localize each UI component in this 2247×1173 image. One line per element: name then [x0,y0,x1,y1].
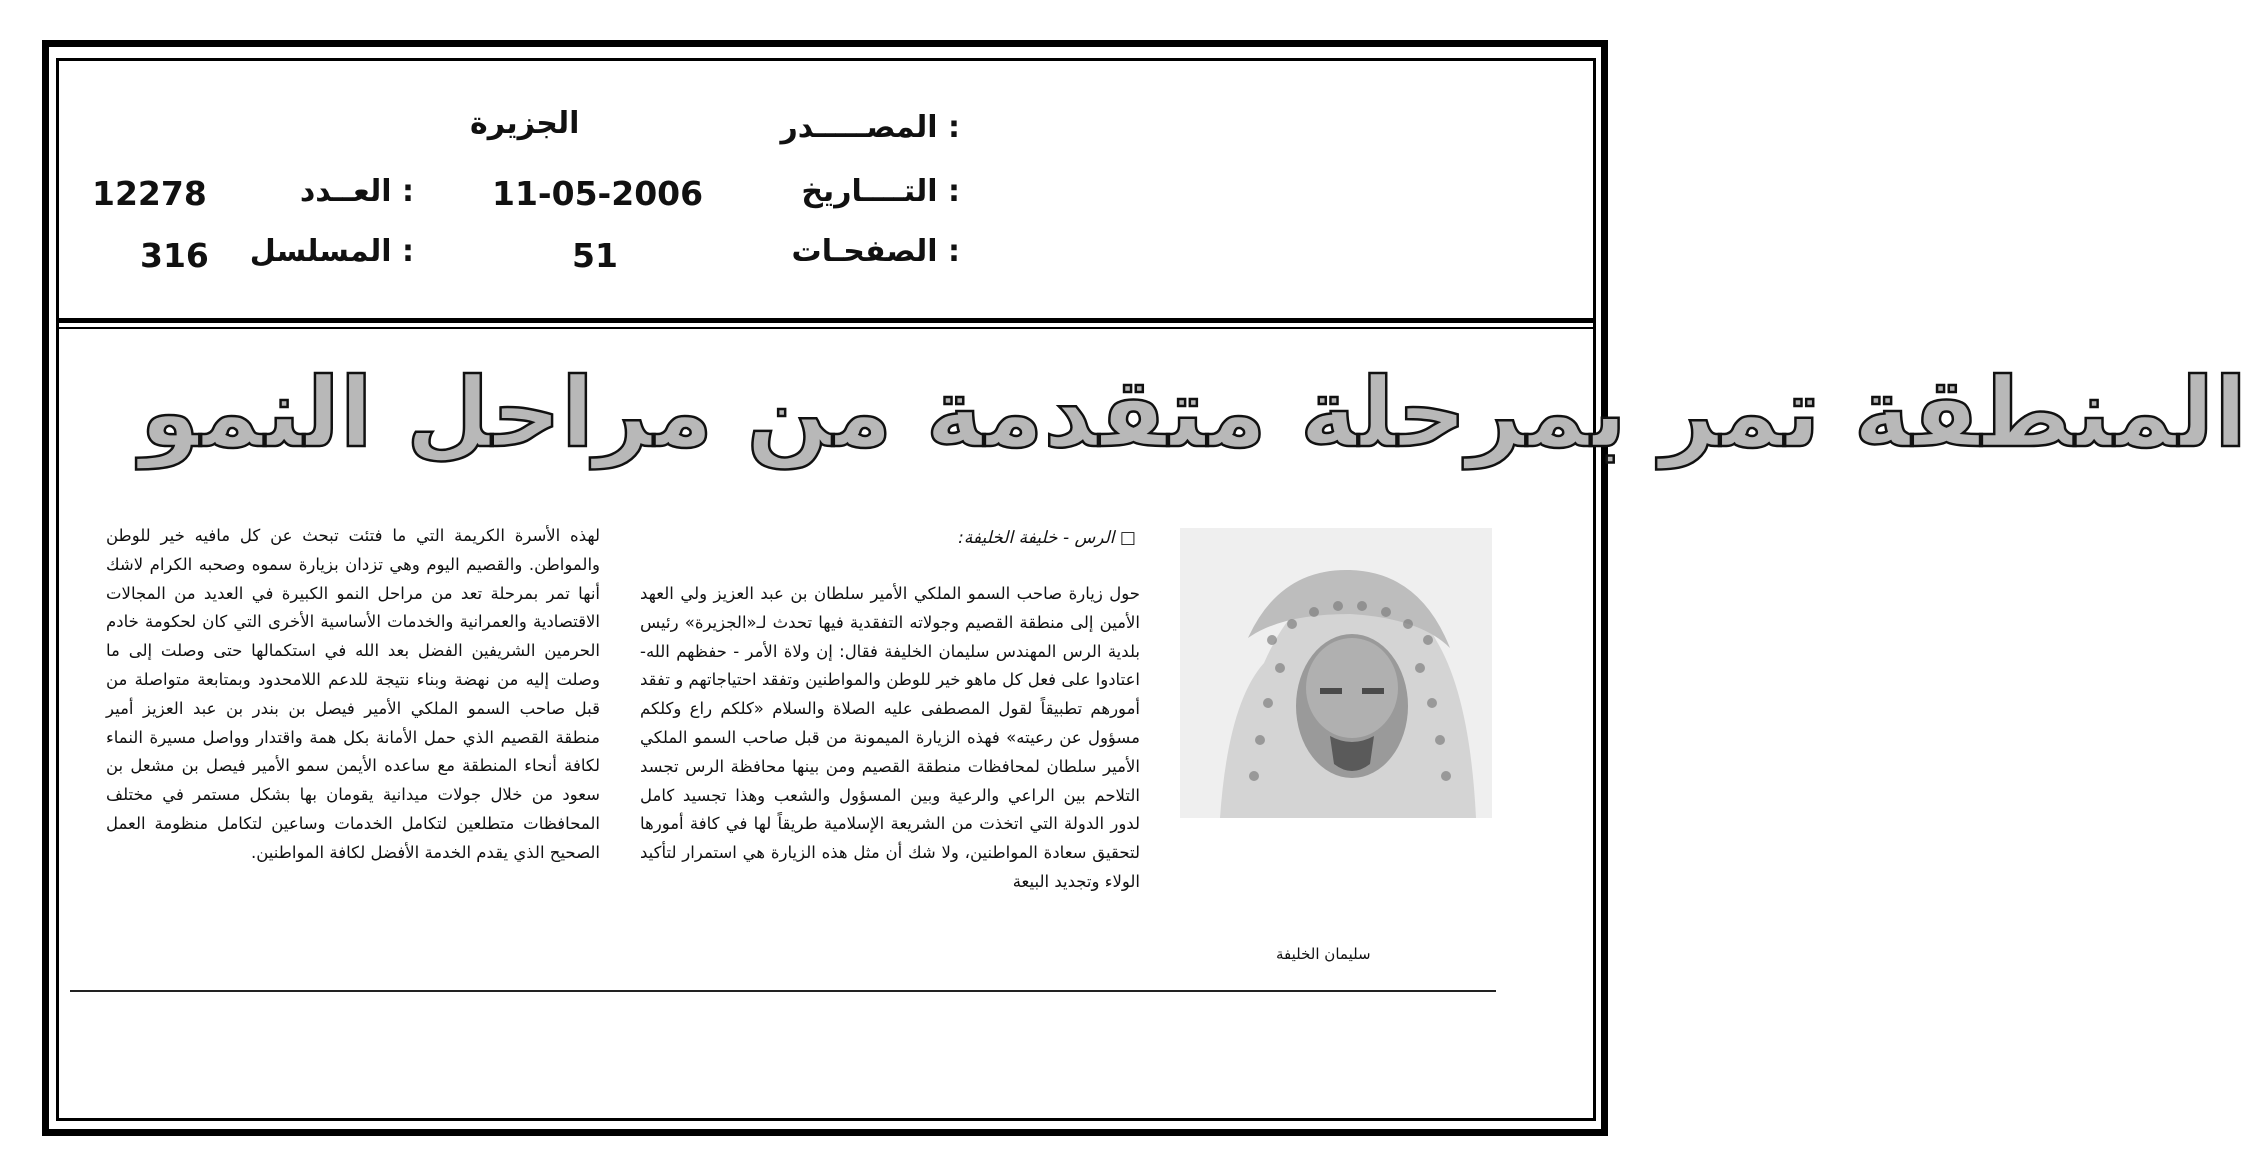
article-column-left: لهذه الأسرة الكريمة التي ما فتئت تبحث عن كل مافيه خير للوطن والمواطن. والقصيم اليوم وهي تزدان بزيارة سموه وصحبه الكرام لاشك أنها تمر بمرحلة تعد من مراحل النمو الكبيرة في العديد من المجالات الاقتصادية والعمرانية والخدمات الأساسية الأخرى التي كان لحكومة خادم الحرمين الشريفين الفضل بعد الله في استكمالها حتى وصلت إلى ما وصلت إليه من نهضة وبناء نتيجة للدعم اللامحدود وبمتابعة متواصلة من قبل صاحب السمو الملكي الأمير فيصل بن بندر بن عبد العزيز أمير منطقة القصيم الذي حمل الأمانة بكل همة واقتدار وواصل مسيرة النماء لكافة أنحاء المنطقة مع ساعده الأيمن سمو الأمير فيصل بن مشعل بن سعود من خلال جولات ميدانية يقومان بها بشكل مستمر في مختلف المحافظات متطلعين لتكامل الخدمات وساعين لتكامل منظومة العمل الصحيح الذي يقدم الخدمة الأفضل لكافة المواطنين. [106,526,600,862]
date-value: 11-05-2006 [492,174,704,213]
source-value: الجزيرة [470,106,580,141]
article-byline: □ الرس - خليفة الخليفة: [958,528,1136,548]
pages-value: 51 [572,236,618,275]
header-divider [56,318,1596,323]
article-column-right: حول زيارة صاحب السمو الملكي الأمير سلطان بن عبد العزيز ولي العهد الأمين إلى منطقة القصيم وجولاته التفقدية فيها تحدث لـ«الجزيرة» رئيس بلدية الرس المهندس سليمان الخليفة فقال: إن ولاة الأمر - حفظهم الله- اعتادوا على فعل كل ماهو خير للوطن والمواطنين وتفقد احتياجاتهم و تفقد أمورهم تطبيقاً لقول المصطفى عليه الصلاة والسلام «كلكم راع وكلكم مسؤول عن رعيته» فهذه الزيارة الميمونة من قبل صاحب السمو الملكي الأمير سلطان لمحافظات منطقة القصيم ومن بينها محافظة الرس تجسد التلاحم بين الراعي والرعية وبين المسؤول والشعب وهذا تجسيد كامل لدور الدولة التي اتخذت من الشريعة الإسلامية طريقاً لها في كافة أمورها لتحقيق سعادة المواطنين، ولا شك أن مثل هذه الزيارة هي استمرار لتأكيد الولاء وتجديد البيعة [640,584,1140,891]
source-label: المصـــــدر : [780,110,960,145]
pages-label: الصفحـات : [791,234,960,269]
issue-value: 12278 [92,174,207,213]
serial-value: 316 [140,236,209,275]
article-headline: المنطقة تمر بمرحلة متقدمة من مراحل النمو [140,357,2247,469]
article-bottom-rule [70,990,1496,992]
date-label: التــــاريخ : [801,174,960,209]
issue-label: العــدد : [299,174,414,209]
serial-label: المسلسل : [249,234,414,269]
portrait-photo [1180,528,1492,818]
header-divider-thin [56,327,1596,329]
portrait-illustration [1180,528,1492,818]
photo-caption: سليمان الخليفة [1276,945,1371,963]
